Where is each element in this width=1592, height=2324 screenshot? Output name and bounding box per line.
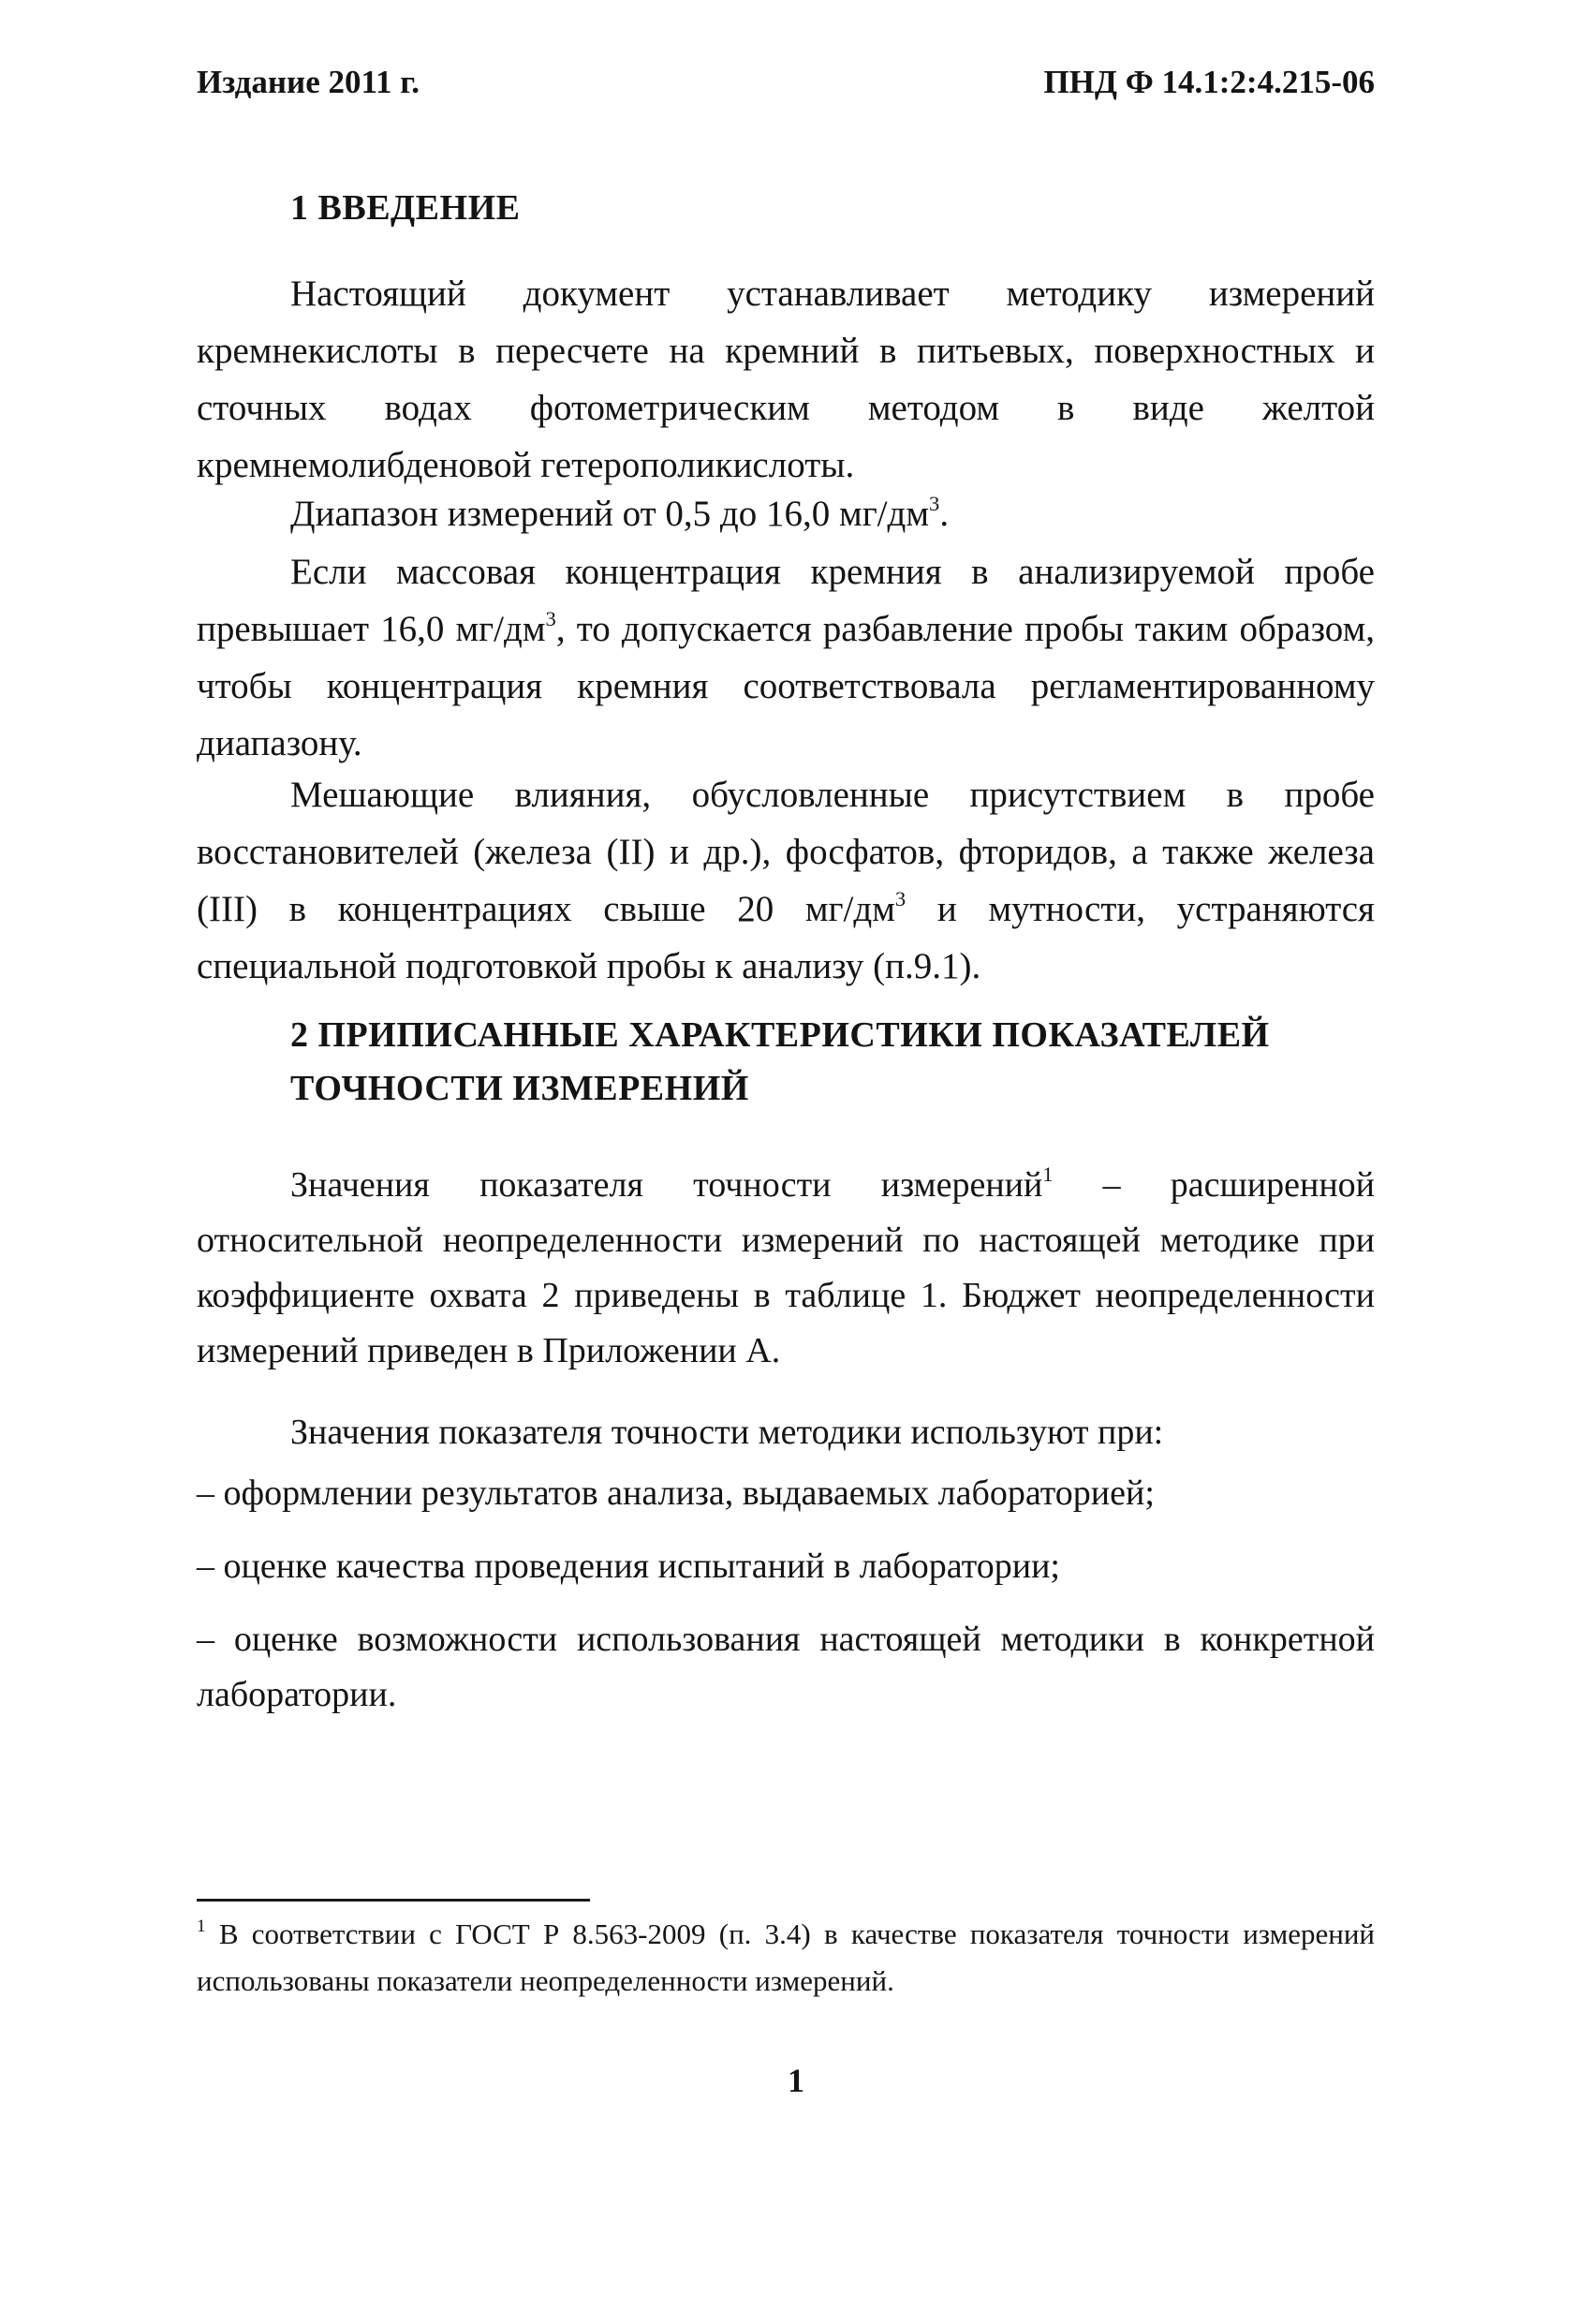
range-superscript: 3 [929,491,940,515]
section-2-title-line-2: ТОЧНОСТИ ИЗМЕРЕНИЙ [290,1069,749,1108]
range-end: . [939,494,950,534]
intro-paragraph-range [197,485,1375,542]
range-text: Диапазон измерений от 0,5 до 16,0 мг/дм [290,494,930,534]
section-1-title: 1 ВВЕДЕНИЕ [290,188,521,228]
accuracy-paragraph [197,1158,1375,1379]
usage-list-item: – оценке возможности использования настоящей методики в конкретной лаборатории. [197,1620,1375,1714]
usage-intro: Значения показателя точности методики используют при: [290,1413,1164,1452]
usage-list-item: – оформлении результатов анализа, выдаваемых лабораторией; [197,1473,1155,1513]
edition-label: Издание 2011 г. [197,64,420,100]
dilution-superscript: 3 [545,606,556,630]
interference-text-a: Мешающие влияния, обусловленные присутствием в пробе восстановителей (железа (II) и др.), фосфатов, фторидов, а также железа (III) в концентрациях свыше 20 мг/дм [197,775,1375,929]
footnote-ref: 1 [1042,1162,1054,1187]
page-number: 1 [788,2062,804,2099]
interference-superscript: 3 [894,886,907,910]
intro-paragraph-dilution [197,543,1375,772]
footnote-divider [197,1899,590,1902]
document-code: ПНД Ф 14.1:2:4.215-06 [1043,64,1375,100]
footnote-text: В соответствии с ГОСТ Р 8.563-2009 (п. 3.4) в качестве показателя точности измерений использованы показатели неопределенности измерений. [197,1917,1375,1997]
accuracy-text-b: – расширенной относительной неопределенности измерений по настоящей методике при коэффициенте охвата 2 приведены в таблице 1. Бюджет неопределенности измерений приведен в Приложении А. [197,1165,1375,1370]
dilution-text-b: , то допускается разбавление пробы таким образом, чтобы концентрация кремния соответствовала регламентированному диапазону. [197,609,1375,763]
interference-text-b: и мутности, устраняются специальной подготовкой пробы к анализу (п.9.1). [197,889,1375,986]
footnote [197,1911,1375,2005]
section-2-title-line-1: 2 ПРИПИСАННЫЕ ХАРАКТЕРИСТИКИ ПОКАЗАТЕЛЕЙ [290,1015,1270,1055]
intro-paragraph-interference [197,766,1375,995]
footnote-marker: 1 [197,1916,206,1936]
accuracy-text-a: Значения показателя точности измерений [290,1165,1043,1205]
intro-paragraph-1: Настоящий документ устанавливает методику измерений кремнекислоты в пересчете на кремний в питьевых, поверхностных и сточных водах фотометрическим методом в виде желтой кремнемолибденовой гетерополикислоты. [197,274,1375,485]
usage-list-item: – оценке качества проведения испытаний в лаборатории; [197,1547,1060,1586]
dilution-text-a: Если массовая концентрация кремния в анализируемой пробе превышает 16,0 мг/дм [197,552,1375,649]
